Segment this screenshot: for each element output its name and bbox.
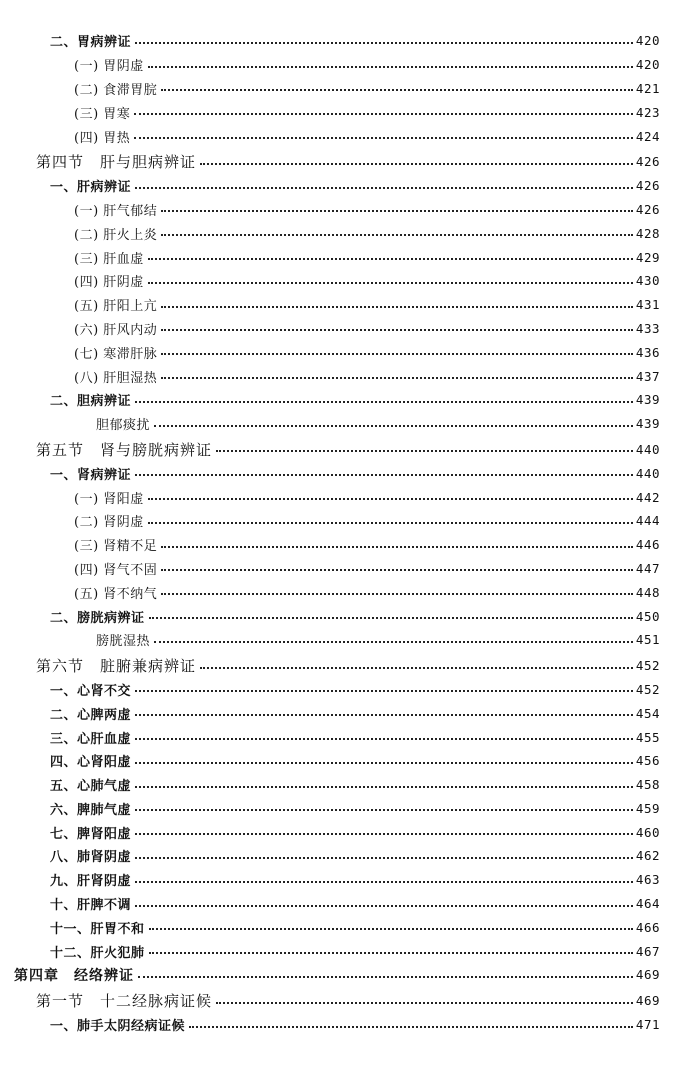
dot-leader [149,617,633,619]
dot-leader [161,306,633,308]
toc-entry [0,245,700,269]
toc-entry-page-number: 454 [635,705,660,721]
toc-entry-page-number: 440 [635,465,660,481]
toc-entry [0,100,700,124]
toc-entry [0,773,700,797]
toc-entry-page-number: 423 [635,104,660,120]
toc-entry-page-number: 426 [635,154,660,170]
toc-entry-page-number: 452 [635,681,660,697]
dot-leader [135,474,633,476]
toc-entry-page-number: 452 [635,658,660,674]
toc-entry [0,580,700,604]
toc-entry-title: 十、肝脾不调 [50,894,133,913]
dot-leader [189,1026,633,1028]
toc-entry-title: 第四章 经络辨证 [14,965,136,985]
toc-entry [0,221,700,245]
toc-entry-page-number: 430 [635,273,660,289]
toc-entry-page-number: 437 [635,368,660,384]
toc-entry [0,628,700,652]
toc-entry [0,797,700,821]
dot-leader [148,498,633,500]
toc-entry-page-number: 459 [635,800,660,816]
toc-entry-title: 第一节 十二经脉病证候 [36,992,213,1011]
toc-entry [0,749,700,773]
dot-leader [149,952,633,954]
toc-entry [0,124,700,148]
dot-leader [161,353,633,355]
toc-entry-page-number: 439 [635,416,660,432]
toc-entry-title: 十一、肝胃不和 [50,918,147,937]
toc-entry-title: 十二、肝火犯肺 [50,942,147,961]
toc-entry-page-number: 464 [635,896,660,912]
toc-entry [0,388,700,412]
toc-entry [0,364,700,388]
toc-entry-title: (五) 肝阳上亢 [74,295,159,314]
toc-entry-page-number: 420 [635,57,660,73]
toc-entry-page-number: 426 [635,178,660,194]
toc-entry-page-number: 444 [635,513,660,529]
dot-leader [161,329,633,331]
dot-leader [161,546,633,548]
toc-entry-title: 二、膀胱病辨证 [50,607,147,626]
toc-entry-title: (八) 肝胆湿热 [74,367,159,386]
toc-entry [0,293,700,317]
toc-entry-title: (三) 胃寒 [74,103,132,122]
dot-leader [148,258,633,260]
dot-leader [135,905,633,907]
toc-entry [0,915,700,939]
toc-entry [0,868,700,892]
toc-entry-title: 第四节 肝与胆病辨证 [36,153,197,172]
dot-leader [135,809,633,811]
toc-entry-title: 八、肺肾阴虚 [50,846,133,865]
toc-entry-page-number: 451 [635,632,660,648]
dot-leader [134,113,633,115]
dot-leader [200,667,633,669]
dot-leader [154,425,633,427]
dot-leader [135,187,633,189]
dot-leader [149,928,633,930]
toc-entry-title: 五、心肺气虚 [50,775,133,794]
toc-entry-page-number: 442 [635,489,660,505]
toc-entry-page-number: 439 [635,392,660,408]
toc-entry-page-number: 446 [635,537,660,553]
toc-entry [0,725,700,749]
toc-entry-page-number: 440 [635,441,660,457]
dot-leader [135,401,633,403]
dot-leader [135,738,633,740]
toc-entry [0,461,700,485]
toc-entry-page-number: 431 [635,297,660,313]
toc-entry [0,678,700,702]
dot-leader [148,66,633,68]
toc-entry-page-number: 436 [635,344,660,360]
toc-entry-page-number: 429 [635,249,660,265]
toc-entry [0,485,700,509]
toc-entry-page-number: 433 [635,320,660,336]
dot-leader [135,762,633,764]
toc-entry-page-number: 450 [635,608,660,624]
dot-leader [161,234,633,236]
toc-entry-title: 三、心肝血虚 [50,728,133,747]
toc-entry-page-number: 456 [635,753,660,769]
dot-leader [135,714,633,716]
toc-entry-title: (四) 胃热 [74,127,132,146]
toc-entry-title: (二) 食滞胃脘 [74,79,159,98]
toc-entry-title: 九、肝肾阴虚 [50,870,133,889]
toc-entry-title: 二、胃病辨证 [50,31,133,50]
toc-entry-title: 第六节 脏腑兼病辨证 [36,657,197,676]
dot-leader [216,450,633,452]
dot-leader [148,522,633,524]
toc-entry-title: (六) 肝风内动 [74,319,159,338]
toc-entry [0,939,700,963]
dot-leader [161,210,633,212]
toc-entry-title: (一) 胃阴虚 [74,55,146,74]
dot-leader [148,282,633,284]
toc-entry-page-number: 462 [635,848,660,864]
toc-entry-page-number: 426 [635,201,660,217]
dot-leader [138,976,633,978]
dot-leader [161,377,633,379]
toc-entry-page-number: 420 [635,33,660,49]
toc-entry-title: 胆郁痰扰 [96,414,152,433]
toc-entry-title: 一、肺手太阴经病证候 [50,1015,187,1034]
toc-entry [0,150,700,174]
toc-entry-page-number: 458 [635,777,660,793]
toc-entry-title: (二) 肝火上炎 [74,224,159,243]
dot-leader [135,833,633,835]
dot-leader [200,163,633,165]
toc-entry-title: (二) 肾阴虚 [74,511,146,530]
toc-entry-title: (四) 肝阴虚 [74,271,146,290]
dot-leader [216,1002,633,1004]
toc-entry-title: (五) 肾不纳气 [74,583,159,602]
toc-entry [0,412,700,436]
toc-entry [0,989,700,1013]
toc-entry [0,198,700,222]
dot-leader [154,641,633,643]
toc-entry [0,438,700,462]
toc-entry-title: 第五节 肾与膀胱病辨证 [36,440,213,459]
toc-entry-page-number: 469 [635,993,660,1009]
toc-entry [0,892,700,916]
toc-entry-page-number: 424 [635,128,660,144]
table-of-contents [0,29,700,1036]
dot-leader [135,690,633,692]
dot-leader [161,593,633,595]
toc-entry-page-number: 455 [635,729,660,745]
toc-entry-title: 二、胆病辨证 [50,390,133,409]
toc-entry [0,317,700,341]
toc-entry-title: (七) 寒滞肝脉 [74,343,159,362]
toc-entry [0,77,700,101]
toc-entry-page-number: 460 [635,824,660,840]
toc-entry [0,604,700,628]
toc-entry [0,701,700,725]
toc-entry-page-number: 463 [635,872,660,888]
dot-leader [135,857,633,859]
toc-entry-page-number: 448 [635,584,660,600]
toc-entry [0,557,700,581]
toc-entry [0,53,700,77]
toc-entry [0,533,700,557]
toc-entry [0,820,700,844]
toc-entry-page-number: 466 [635,919,660,935]
toc-entry-title: 一、肝病辨证 [50,176,133,195]
dot-leader [134,137,633,139]
toc-entry [0,269,700,293]
toc-entry-title: (三) 肾精不足 [74,535,159,554]
toc-entry [0,340,700,364]
toc-entry [0,174,700,198]
toc-entry-page-number: 421 [635,80,660,96]
toc-entry [0,844,700,868]
toc-entry-title: 四、心肾阳虚 [50,751,133,770]
dot-leader [135,786,633,788]
toc-entry-page-number: 467 [635,943,660,959]
dot-leader [161,569,633,571]
toc-entry-page-number: 428 [635,225,660,241]
toc-entry [0,509,700,533]
toc-entry-page-number: 469 [635,967,660,983]
toc-entry [0,29,700,53]
toc-entry [0,654,700,678]
dot-leader [135,881,633,883]
toc-entry-title: 七、脾肾阳虚 [50,823,133,842]
toc-entry-title: 六、脾肺气虚 [50,799,133,818]
toc-entry-title: (三) 肝血虚 [74,248,146,267]
dot-leader [135,42,633,44]
toc-entry-page-number: 471 [635,1017,660,1033]
toc-entry [0,1013,700,1037]
toc-entry [0,963,700,987]
toc-entry-title: 一、心肾不交 [50,680,133,699]
toc-entry-title: (一) 肾阳虚 [74,488,146,507]
dot-leader [161,89,633,91]
toc-entry-page-number: 447 [635,560,660,576]
toc-entry-title: 二、心脾两虚 [50,704,133,723]
toc-entry-title: (一) 肝气郁结 [74,200,159,219]
toc-entry-title: 一、肾病辨证 [50,464,133,483]
toc-entry-title: (四) 肾气不固 [74,559,159,578]
toc-entry-title: 膀胱湿热 [96,630,152,649]
